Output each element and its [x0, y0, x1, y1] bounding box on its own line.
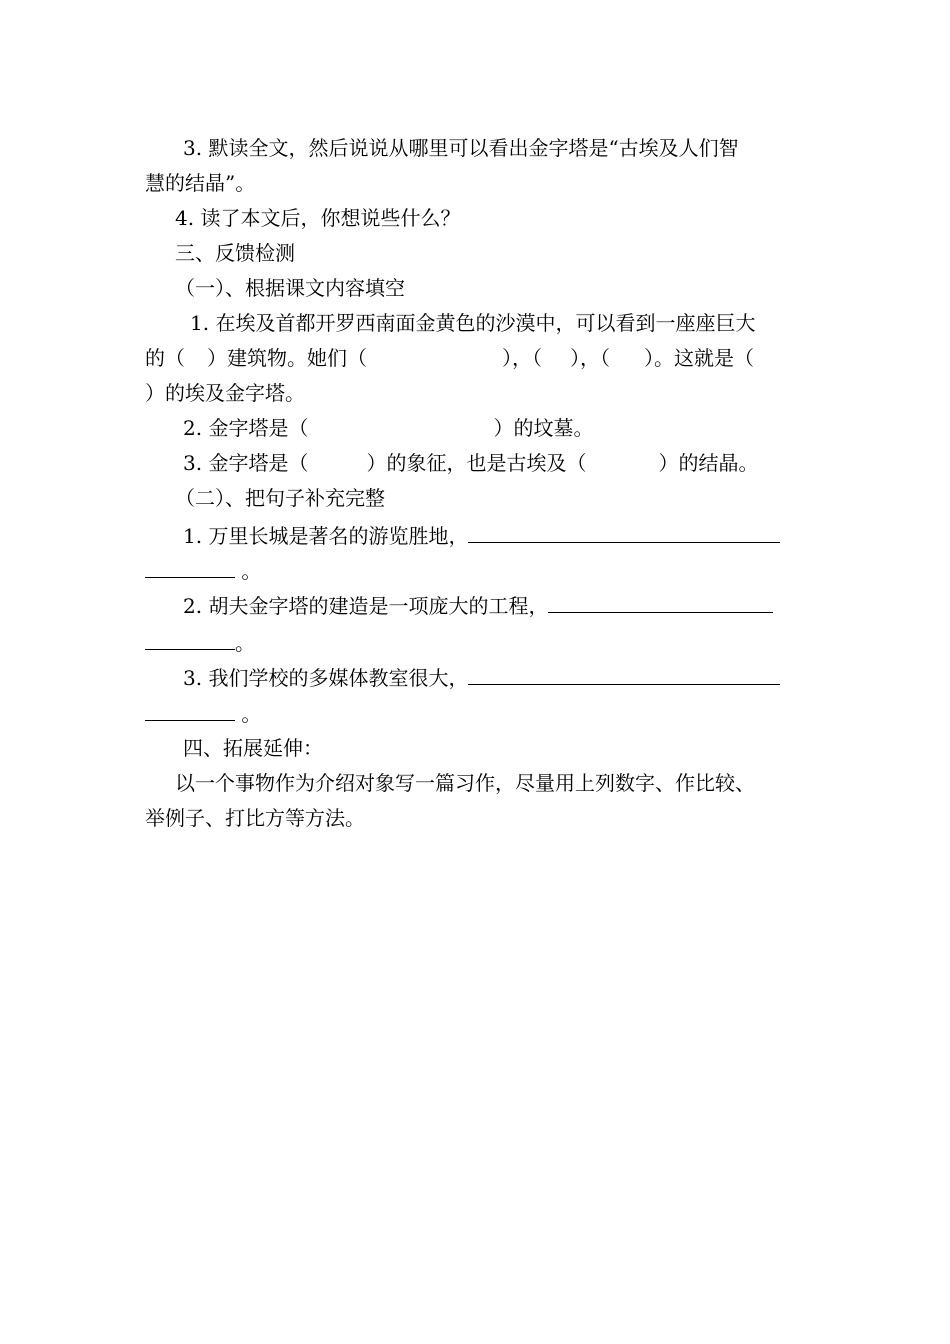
- sentence-3-line-1: [145, 663, 845, 693]
- sentence-1-end: 。: [235, 559, 262, 583]
- section-3-title: 三、反馈检测: [175, 241, 295, 265]
- extension-text: 以一个事物作为介绍对象写一篇习作，尽量用上列数字、作比较、: [175, 771, 755, 795]
- answer-blank-3-cont[interactable]: [145, 702, 235, 721]
- fill-3-text-part: ）的象征，也是古埃及（: [366, 451, 587, 475]
- fill-1-line-3: [145, 378, 807, 408]
- fill-2-line: [145, 413, 845, 443]
- fill-1-line-2: [145, 343, 807, 373]
- extension-text-cont: 举例子、打比方等方法。: [145, 806, 365, 830]
- section-3-heading: [145, 238, 837, 268]
- answer-blank-3[interactable]: [468, 666, 780, 685]
- sentence-2-end: 。: [235, 631, 255, 655]
- question-4-text: 4. 读了本文后，你想说些什么？: [175, 206, 461, 230]
- subsection-2-title: （二）、把句子补充完整: [175, 486, 385, 510]
- fill-3-line: [145, 448, 845, 478]
- question-4-line: [145, 203, 837, 233]
- subsection-1-title: （一）、根据课文内容填空: [175, 276, 405, 300]
- fill-1-text-part: ），（: [570, 346, 610, 370]
- sentence-2-text: 2. 胡夫金字塔的建造是一项庞大的工程，: [183, 594, 549, 618]
- question-3-line-2: [145, 168, 807, 198]
- fill-1-line-1: [145, 308, 852, 338]
- answer-blank-1[interactable]: [468, 524, 780, 543]
- fill-1-text-end: ）的埃及金字塔。: [145, 381, 305, 405]
- section-4-heading: [145, 733, 845, 763]
- fill-2-text-part: 2. 金字塔是（: [183, 416, 309, 440]
- sentence-3-text: 3. 我们学校的多媒体教室很大，: [183, 666, 469, 690]
- fill-3-text-part: 3. 金字塔是（: [183, 451, 309, 475]
- sentence-2-line-2: [145, 628, 807, 658]
- sentence-2-line-1: [145, 591, 845, 621]
- sentence-1-line-1: [145, 521, 845, 551]
- answer-blank-2-cont[interactable]: [145, 631, 235, 650]
- fill-3-text-part: ）的结晶。: [658, 451, 759, 475]
- question-3-text-cont: 慧的结晶”。: [145, 171, 256, 195]
- fill-1-text-part: ）。这就是（: [644, 346, 754, 370]
- sentence-1-text: 1. 万里长城是著名的游览胜地，: [183, 524, 469, 548]
- sentence-3-line-2: [145, 699, 807, 729]
- subsection-1-heading: [145, 273, 837, 303]
- answer-blank-2[interactable]: [548, 594, 773, 613]
- sentence-1-line-2: [145, 556, 807, 586]
- fill-2-text-part: ）的坟墓。: [493, 416, 594, 440]
- fill-1-text-part: ）建筑物。她们（: [207, 346, 367, 370]
- fill-1-text-part: ），（: [502, 346, 542, 370]
- sentence-3-end: 。: [235, 702, 262, 726]
- question-3-line-1: [145, 133, 845, 163]
- question-3-text: 3. 默读全文，然后说说从哪里可以看出金字塔是“古埃及人们智: [183, 136, 739, 160]
- fill-1-text-part: 的（: [145, 346, 185, 370]
- fill-1-text: 1. 在埃及首都开罗西南面金黄色的沙漠中，可以看到一座座巨大: [190, 311, 756, 335]
- extension-line-1: [145, 768, 837, 798]
- extension-line-2: [145, 803, 807, 833]
- subsection-2-heading: [145, 483, 837, 513]
- section-4-title: 四、拓展延伸：: [183, 736, 323, 760]
- answer-blank-1-cont[interactable]: [145, 559, 235, 578]
